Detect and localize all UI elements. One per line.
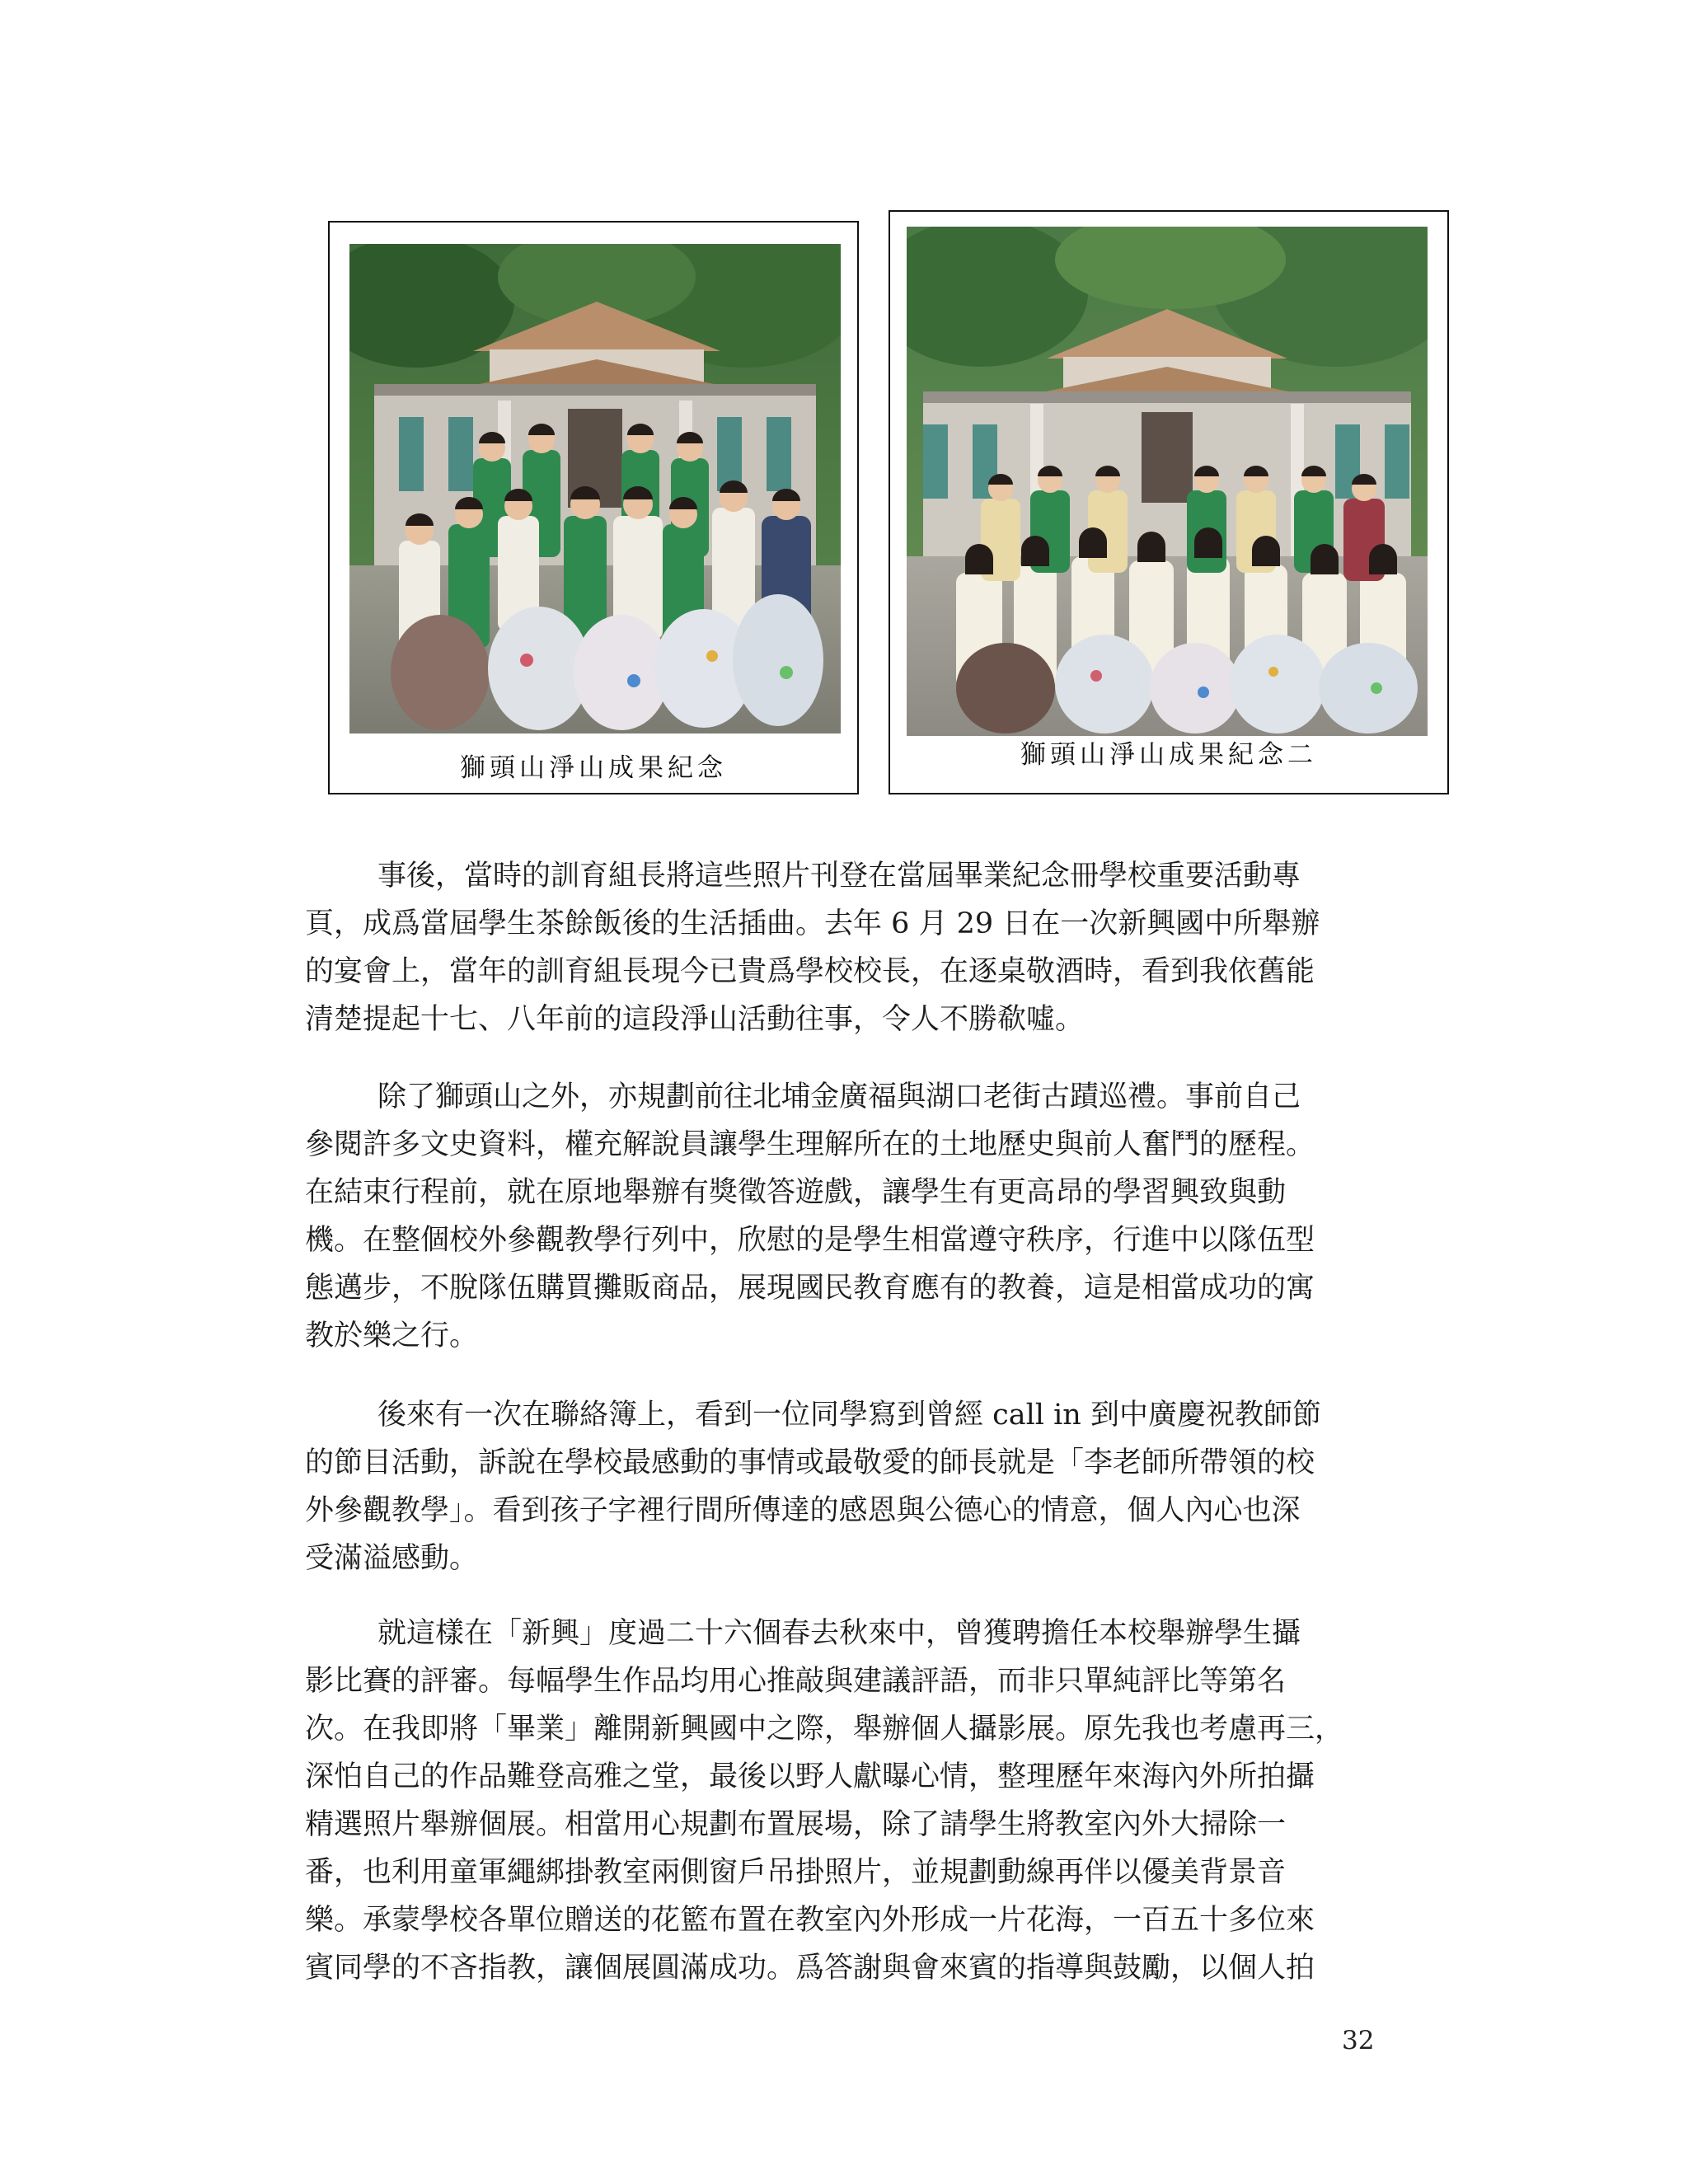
paragraph-line: 受滿溢感動。: [305, 1542, 479, 1575]
photo-frame-1: [328, 221, 859, 794]
paragraph-line: 清楚提起十七、八年前的這段淨山活動往事，令人不勝欷噓。: [305, 1003, 1085, 1036]
paragraph-1: [305, 852, 1385, 1043]
photo-frame-2: [889, 210, 1449, 794]
photo-caption-2: 獅頭山淨山成果紀念二: [1020, 740, 1317, 770]
paragraph-line: 番，也利用童軍繩綁掛教室兩側窗戶吊掛照片，並規劃動線再伴以優美背景音: [305, 1856, 1287, 1889]
paragraph-3: [305, 1391, 1385, 1582]
paragraph-line: 教於樂之行。: [305, 1319, 479, 1352]
group-photo-2-image: [907, 227, 1428, 736]
photo-caption-1: 獅頭山淨山成果紀念: [460, 753, 727, 783]
paragraph-line: 次。在我即將「畢業」離開新興國中之際，舉辦個人攝影展。原先我也考慮再三，: [305, 1713, 1344, 1746]
paragraph-line: 參閱許多文史資料，權充解說員讓學生理解所在的土地歷史與前人奮鬥的歷程。: [305, 1128, 1315, 1161]
paragraph-line: 就這樣在「新興」度過二十六個春去秋來中，曾獲聘擔任本校舉辦學生攝: [377, 1617, 1301, 1650]
paragraph-line: 外參觀教學」。看到孩子字裡行間所傳達的感恩與公德心的情意，個人內心也深: [305, 1494, 1301, 1527]
paragraph-line: 態邁步，不脫隊伍購買攤販商品，展現國民教育應有的教養，這是相當成功的寓: [305, 1272, 1315, 1305]
page-number: 32: [1342, 2026, 1375, 2055]
paragraph-line: 深怕自己的作品難登高雅之堂，最後以野人獻曝心情，整理歷年來海內外所拍攝: [305, 1760, 1315, 1793]
paragraph-line: 機。在整個校外參觀教學行列中，欣慰的是學生相當遵守秩序，行進中以隊伍型: [305, 1224, 1315, 1257]
group-photo-1-image: [349, 244, 841, 733]
paragraph-line: 樂。承蒙學校各單位贈送的花籃布置在教室內外形成一片花海，一百五十多位來: [305, 1904, 1315, 1937]
paragraph-2: [305, 1073, 1385, 1360]
group-photo-1: [349, 244, 841, 733]
paragraph-line: 精選照片舉辦個展。相當用心規劃布置展場，除了請學生將教室內外大掃除一: [305, 1808, 1287, 1841]
group-photo-2: [907, 227, 1428, 736]
paragraph-line: 除了獅頭山之外，亦規劃前往北埔金廣福與湖口老街古蹟巡禮。事前自己: [377, 1080, 1301, 1113]
paragraph-line: 在結束行程前，就在原地舉辦有獎徵答遊戲，讓學生有更高昂的學習興致與動: [305, 1176, 1287, 1209]
paragraph-line: 的宴會上，當年的訓育組長現今已貴爲學校校長，在逐桌敬酒時，看到我依舊能: [305, 955, 1315, 988]
paragraph-line: 影比賽的評審。每幅學生作品均用心推敲與建議評語，而非只單純評比等第名: [305, 1665, 1287, 1698]
paragraph-line: 後來有一次在聯絡簿上，看到一位同學寫到曾經 call in 到中廣慶祝教師節: [377, 1399, 1321, 1432]
paragraph-line: 的節目活動，訴說在學校最感動的事情或最敬愛的師長就是「李老師所帶領的校: [305, 1446, 1315, 1479]
paragraph-line: 頁，成爲當屆學生茶餘飯後的生活插曲。去年 6 月 29 日在一次新興國中所舉辦: [305, 907, 1320, 940]
paragraph-line: 賓同學的不吝指教，讓個展圓滿成功。爲答謝與會來賓的指導與鼓勵，以個人拍: [305, 1952, 1315, 1985]
paragraph-line: 事後，當時的訓育組長將這些照片刊登在當屆畢業紀念冊學校重要活動專: [377, 860, 1301, 893]
paragraph-4: [305, 1610, 1385, 1992]
